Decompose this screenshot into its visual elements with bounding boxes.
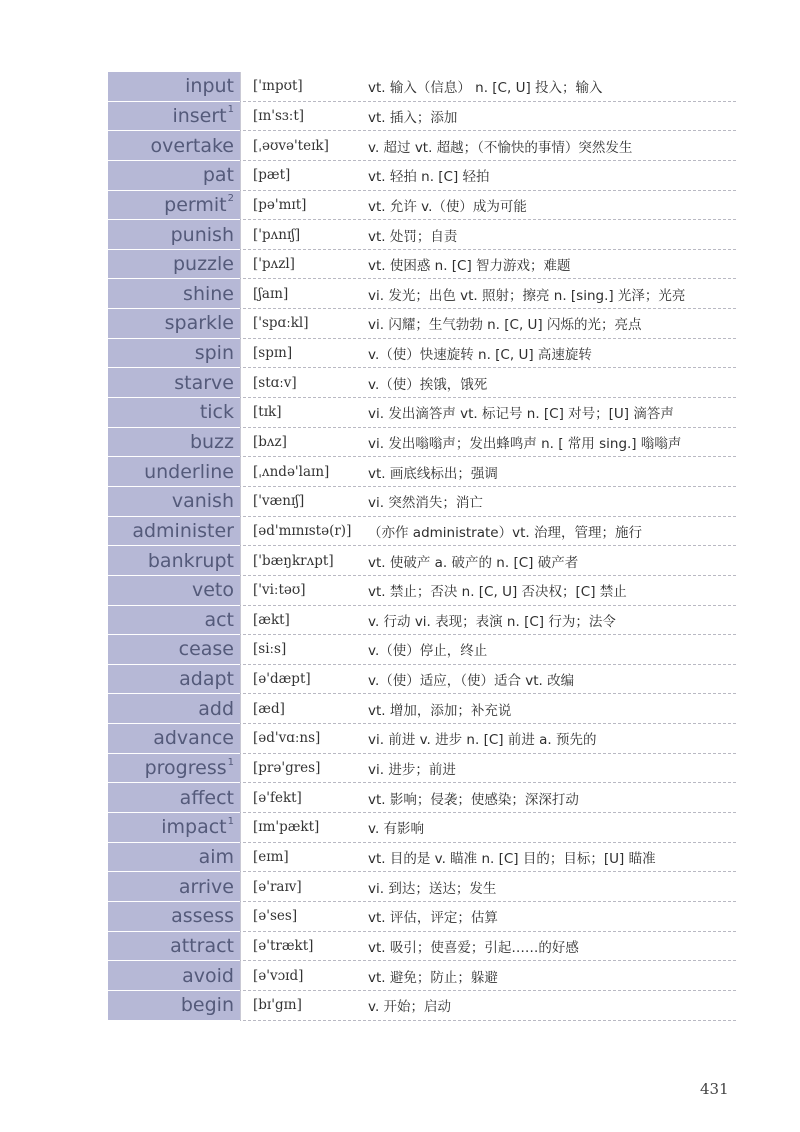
phonetic: [ə'vɔɪd] bbox=[240, 961, 368, 990]
vocab-entry bbox=[108, 694, 736, 724]
headword-text: cease bbox=[178, 638, 234, 661]
headword bbox=[108, 606, 240, 636]
phonetic: [spɪn] bbox=[240, 339, 368, 368]
headword bbox=[108, 517, 240, 547]
definition: vt. 禁止；否决 n. [C, U] 否决权；[C] 禁止 bbox=[368, 584, 627, 601]
vocab-entry bbox=[108, 457, 736, 487]
vocab-entry bbox=[108, 102, 736, 132]
definition: v.（使）快速旋转 n. [C, U] 高速旋转 bbox=[368, 347, 592, 364]
headword bbox=[108, 635, 240, 665]
headword bbox=[108, 961, 240, 991]
definition: vt. 允许 v.（使）成为可能 bbox=[368, 198, 527, 215]
definition: vt. 插入；添加 bbox=[368, 109, 458, 126]
headword-text: punish bbox=[170, 223, 234, 246]
definition: vt. 输入（信息） n. [C, U] 投入；输入 bbox=[368, 80, 603, 97]
vocab-entry bbox=[108, 724, 736, 754]
vocab-entry bbox=[108, 220, 736, 250]
vocab-entry bbox=[108, 665, 736, 695]
vocab-entry bbox=[108, 131, 736, 161]
headword-text: aim bbox=[198, 845, 234, 868]
vocab-entry bbox=[108, 932, 736, 962]
headword-text: input bbox=[185, 75, 234, 98]
headword-text: adapt bbox=[179, 668, 234, 691]
phonetic: [siːs] bbox=[240, 635, 368, 664]
phonetic: [ə'dæpt] bbox=[240, 665, 368, 694]
headword-text: underline bbox=[144, 460, 234, 483]
headword bbox=[108, 724, 240, 754]
headword-text: tick bbox=[199, 401, 234, 424]
headword-text: sparkle bbox=[164, 312, 234, 335]
definition: vt. 处罚；自责 bbox=[368, 228, 458, 245]
vocab-entry bbox=[108, 813, 736, 843]
phonetic: [pə'mɪt] bbox=[240, 191, 368, 220]
vocab-entry bbox=[108, 161, 736, 191]
phonetic: [bʌz] bbox=[240, 428, 368, 457]
definition: v. 行动 vi. 表现；表演 n. [C] 行为；法令 bbox=[368, 613, 616, 630]
phonetic: [ɪn'sɜːt] bbox=[240, 102, 368, 131]
headword-text: advance bbox=[153, 727, 234, 750]
phonetic: [prə'gres] bbox=[240, 754, 368, 783]
headword bbox=[108, 902, 240, 932]
sense-number: 2 bbox=[227, 193, 234, 205]
vocab-entry bbox=[108, 606, 736, 636]
headword-text: act bbox=[204, 608, 234, 631]
headword bbox=[108, 872, 240, 902]
headword-text: administer bbox=[132, 519, 234, 542]
vocab-entry bbox=[108, 368, 736, 398]
headword bbox=[108, 250, 240, 280]
headword bbox=[108, 368, 240, 398]
definition: vt. 使困惑 n. [C] 智力游戏；难题 bbox=[368, 258, 571, 275]
headword bbox=[108, 191, 240, 221]
phonetic: [ə'trækt] bbox=[240, 932, 368, 961]
phonetic: [əd'vɑːns] bbox=[240, 724, 368, 753]
vocab-entry bbox=[108, 487, 736, 517]
vocab-entry bbox=[108, 754, 736, 784]
headword bbox=[108, 102, 240, 132]
headword-text: overtake bbox=[150, 134, 234, 157]
headword bbox=[108, 220, 240, 250]
vocab-entry bbox=[108, 576, 736, 606]
definition: vi. 发出嗡嗡声；发出蜂鸣声 n. [ 常用 sing.] 嗡嗡声 bbox=[368, 436, 682, 452]
headword bbox=[108, 279, 240, 309]
phonetic: ['viːtəʊ] bbox=[240, 576, 368, 605]
headword-text: permit bbox=[164, 193, 227, 216]
vocab-entry bbox=[108, 279, 736, 309]
headword bbox=[108, 457, 240, 487]
definition: vt. 影响；侵袭；使感染；深深打动 bbox=[368, 791, 579, 808]
vocab-entry bbox=[108, 517, 736, 547]
definition: v. 有影响 bbox=[368, 821, 425, 838]
vocab-entry bbox=[108, 991, 736, 1021]
headword bbox=[108, 932, 240, 962]
headword-text: bankrupt bbox=[147, 549, 234, 572]
definition: v.（使）挨饿，饿死 bbox=[368, 376, 488, 393]
headword-text: avoid bbox=[182, 964, 234, 987]
headword bbox=[108, 991, 240, 1021]
headword-text: puzzle bbox=[172, 253, 234, 276]
definition: v. 开始；启动 bbox=[368, 999, 452, 1016]
vocab-entry bbox=[108, 902, 736, 932]
definition: v.（使）适应，（使）适合 vt. 改编 bbox=[368, 673, 575, 690]
headword-text: spin bbox=[194, 342, 234, 365]
sense-number: 1 bbox=[227, 815, 234, 827]
phonetic: [ʃaɪn] bbox=[240, 279, 368, 308]
phonetic: [ə'raɪv] bbox=[240, 872, 368, 901]
headword bbox=[108, 309, 240, 339]
headword bbox=[108, 546, 240, 576]
definition: vi. 发光；出色 vt. 照射；擦亮 n. [sing.] 光泽；光亮 bbox=[368, 287, 686, 304]
phonetic: [tɪk] bbox=[240, 398, 368, 427]
vocab-entry bbox=[108, 191, 736, 221]
vocab-entry bbox=[108, 961, 736, 991]
headword-text: progress bbox=[144, 757, 227, 780]
headword bbox=[108, 783, 240, 813]
headword-text: buzz bbox=[189, 431, 234, 453]
phonetic: [pæt] bbox=[240, 161, 368, 190]
definition: vt. 使破产 a. 破产的 n. [C] 破产者 bbox=[368, 554, 579, 571]
phonetic: [əd'mɪnɪstə(r)] bbox=[240, 517, 368, 546]
headword-text: insert bbox=[172, 104, 227, 127]
headword bbox=[108, 843, 240, 873]
vocab-entry bbox=[108, 635, 736, 665]
headword bbox=[108, 161, 240, 191]
headword bbox=[108, 813, 240, 843]
vocab-entry bbox=[108, 843, 736, 873]
definition: vt. 目的是 v. 瞄准 n. [C] 目的；目标；[U] 瞄准 bbox=[368, 850, 656, 867]
definition: vt. 画底线标出；强调 bbox=[368, 465, 498, 482]
definition: vt. 增加，添加；补充说 bbox=[368, 702, 512, 719]
vocabulary-table bbox=[108, 72, 736, 1021]
headword bbox=[108, 398, 240, 428]
phonetic: ['spɑːkl] bbox=[240, 309, 368, 338]
definition: vi. 进步；前进 bbox=[368, 762, 456, 779]
vocab-entry bbox=[108, 428, 736, 458]
vocab-entry bbox=[108, 872, 736, 902]
headword bbox=[108, 428, 240, 458]
definition: vi. 突然消失；消亡 bbox=[368, 495, 483, 512]
headword-text: begin bbox=[180, 994, 234, 1017]
phonetic: [æd] bbox=[240, 694, 368, 723]
definition: v.（使）停止，终止 bbox=[368, 643, 488, 660]
definition: vt. 避免；防止；躲避 bbox=[368, 969, 498, 986]
headword-text: veto bbox=[191, 579, 234, 602]
vocab-entry bbox=[108, 250, 736, 280]
phonetic: [ækt] bbox=[240, 606, 368, 635]
headword-text: starve bbox=[174, 371, 234, 394]
vocab-entry bbox=[108, 309, 736, 339]
headword-text: vanish bbox=[171, 490, 234, 513]
phonetic: [ə'fekt] bbox=[240, 783, 368, 812]
headword bbox=[108, 487, 240, 517]
phonetic: ['pʌzl] bbox=[240, 250, 368, 279]
phonetic: [ˌʌndə'laɪn] bbox=[240, 457, 368, 486]
definition: vt. 评估，评定；估算 bbox=[368, 910, 498, 927]
headword bbox=[108, 72, 240, 102]
definition: vi. 发出滴答声 vt. 标记号 n. [C] 对号；[U] 滴答声 bbox=[368, 406, 674, 423]
vocab-entry bbox=[108, 546, 736, 576]
headword-text: arrive bbox=[178, 875, 234, 898]
headword bbox=[108, 576, 240, 606]
vocab-entry bbox=[108, 783, 736, 813]
headword-text: add bbox=[198, 697, 234, 720]
definition: （亦作 administrate）vt. 治理，管理；施行 bbox=[368, 524, 642, 541]
headword-text: pat bbox=[202, 164, 234, 187]
phonetic: ['vænɪʃ] bbox=[240, 487, 368, 516]
headword bbox=[108, 339, 240, 369]
vocab-entry bbox=[108, 72, 736, 102]
page-number: 431 bbox=[700, 1080, 729, 1098]
vocab-entry bbox=[108, 398, 736, 428]
definition: vi. 闪耀；生气勃勃 n. [C, U] 闪烁的光；亮点 bbox=[368, 317, 642, 334]
definition: vi. 到达；送达；发生 bbox=[368, 880, 497, 897]
phonetic: ['pʌnɪʃ] bbox=[240, 220, 368, 249]
phonetic: [ɪm'pækt] bbox=[240, 813, 368, 842]
definition: v. 超过 vt. 超越；（不愉快的事情）突然发生 bbox=[368, 139, 633, 156]
phonetic: ['bæŋkrʌpt] bbox=[240, 546, 368, 575]
definition: vi. 前进 v. 进步 n. [C] 前进 a. 预先的 bbox=[368, 732, 597, 749]
sense-number: 1 bbox=[227, 104, 234, 116]
headword-text: affect bbox=[179, 786, 234, 809]
headword-text: assess bbox=[171, 905, 234, 928]
sense-number: 1 bbox=[227, 756, 234, 768]
phonetic: [eɪm] bbox=[240, 843, 368, 872]
headword-text: attract bbox=[170, 934, 234, 957]
definition: vt. 轻拍 n. [C] 轻拍 bbox=[368, 169, 490, 186]
vocab-entry bbox=[108, 339, 736, 369]
headword bbox=[108, 665, 240, 695]
phonetic: [ə'ses] bbox=[240, 902, 368, 931]
headword bbox=[108, 131, 240, 161]
headword bbox=[108, 754, 240, 784]
headword bbox=[108, 694, 240, 724]
phonetic: [ˌəʊvə'teɪk] bbox=[240, 131, 368, 160]
phonetic: [bɪ'gɪn] bbox=[240, 991, 368, 1020]
definition: vt. 吸引；使喜爱；引起……的好感 bbox=[368, 939, 579, 956]
phonetic: [stɑːv] bbox=[240, 368, 368, 397]
headword-text: impact bbox=[161, 816, 227, 839]
headword-text: shine bbox=[183, 282, 234, 305]
phonetic: ['ɪnpʊt] bbox=[240, 72, 368, 101]
